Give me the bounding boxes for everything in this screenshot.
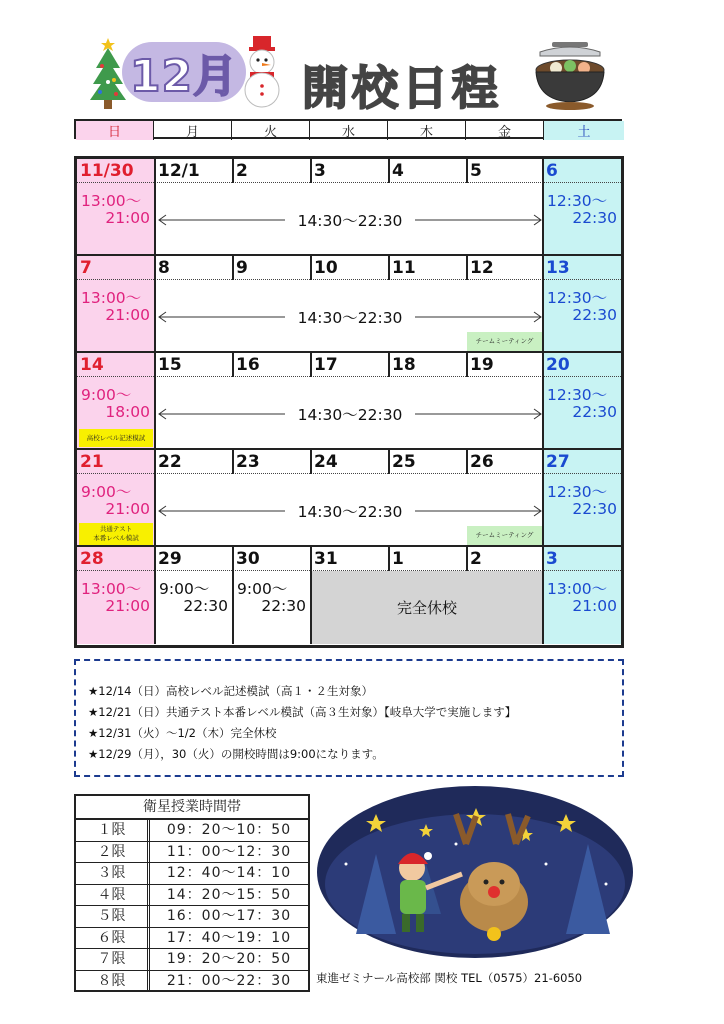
- open-time: 12:30～: [547, 483, 608, 501]
- period-time: 17：40～19：10: [166, 929, 292, 946]
- day-number: 10: [311, 256, 388, 280]
- close-time: 21:00: [105, 209, 150, 227]
- weekday-hours-text: 14:30～22:30: [297, 309, 403, 327]
- divider: [466, 159, 468, 183]
- divider: [154, 353, 156, 448]
- divider: [466, 256, 468, 280]
- period-time: 11：00～12：30: [166, 843, 292, 860]
- divider: [388, 547, 390, 571]
- weekday-header: [74, 119, 622, 139]
- weekday-hours: [157, 500, 543, 522]
- weekday-hours: [157, 306, 543, 328]
- divider: [154, 450, 156, 545]
- day-number: 14: [77, 353, 154, 377]
- day-number: 28: [77, 547, 154, 571]
- period-label: １限: [76, 820, 150, 841]
- open-time: 9:00～: [159, 580, 210, 598]
- day-number: 22: [155, 450, 232, 474]
- open-time: 12:30～: [547, 192, 608, 210]
- divider: [232, 256, 234, 280]
- period-time: 14：20～15：50: [166, 886, 292, 903]
- day-number: 23: [233, 450, 310, 474]
- day-number: 3: [311, 159, 388, 183]
- exam-tag-line: 本番レベル模試: [93, 534, 139, 542]
- table-row: [76, 820, 308, 842]
- page-title: 開校日程: [302, 61, 502, 115]
- weekday-mon: 月: [154, 121, 232, 140]
- header: [0, 0, 724, 115]
- weekday-tue: 火: [232, 121, 310, 140]
- period-label: ２限: [76, 842, 150, 863]
- divider: [154, 547, 156, 644]
- close-time: 22:30: [572, 306, 617, 324]
- divider: [542, 159, 544, 254]
- day-number: 3: [543, 547, 621, 571]
- note-item: ★12/21（日）共通テスト本番レベル模試（高３生対象）【岐阜大学で実施します】: [88, 705, 517, 719]
- day-number: 12: [467, 256, 543, 280]
- close-time: 22:30: [183, 597, 228, 615]
- divider: [388, 256, 390, 280]
- open-time: 9:00～: [81, 483, 132, 501]
- divider: [232, 450, 234, 474]
- divider: [542, 450, 544, 545]
- divider: [388, 159, 390, 183]
- divider: [542, 353, 544, 448]
- weekday-sun: 日: [76, 121, 154, 140]
- period-time: 16：00～17：30: [166, 908, 292, 924]
- day-number: 12/1: [155, 159, 232, 183]
- day-number: 6: [543, 159, 621, 183]
- day-number: 11/30: [77, 159, 154, 183]
- divider: [466, 353, 468, 377]
- calendar-week-3: [77, 353, 621, 450]
- period-label: ７限: [76, 949, 150, 970]
- period-label: ５限: [76, 906, 150, 927]
- reindeer-night-illustration: [316, 784, 634, 960]
- weekday-sat: 土: [544, 121, 624, 140]
- day-number: 17: [311, 353, 388, 377]
- period-label: ４限: [76, 885, 150, 906]
- divider: [466, 450, 468, 474]
- close-time: 21:00: [105, 306, 150, 324]
- day-number: 18: [389, 353, 466, 377]
- school-contact: 東進ゼミナール高校部 関校 TEL（0575）21-6050: [316, 971, 583, 985]
- period-label: ３限: [76, 863, 150, 884]
- divider: [232, 159, 234, 183]
- exam-tag: [79, 523, 153, 545]
- day-number: 1: [389, 547, 466, 571]
- table-row: [76, 863, 308, 885]
- exam-tag: 高校レベル記述模試: [79, 429, 153, 447]
- day-number: 2: [467, 547, 543, 571]
- divider: [154, 256, 156, 351]
- timetable-title: 衛星授業時間帯: [76, 796, 308, 820]
- snowman-icon: [238, 34, 286, 110]
- period-label: ８限: [76, 971, 150, 993]
- day-number: 29: [155, 547, 232, 571]
- open-time: 13:00～: [81, 580, 142, 598]
- open-time: 13:00～: [547, 580, 608, 598]
- close-time: 22:30: [572, 500, 617, 518]
- day-number: 7: [77, 256, 154, 280]
- open-time: 13:00～: [81, 289, 142, 307]
- note-item: ★12/31（火）～1/2（木）完全休校: [88, 726, 277, 740]
- divider: [154, 159, 156, 254]
- day-number: 16: [233, 353, 310, 377]
- close-time: 22:30: [572, 209, 617, 227]
- weekday-hours-text: 14:30～22:30: [297, 503, 403, 521]
- open-time: 12:30～: [547, 386, 608, 404]
- day-number: 11: [389, 256, 466, 280]
- day-number: 20: [543, 353, 621, 377]
- day-number: 5: [467, 159, 543, 183]
- weekday-hours: [157, 209, 543, 231]
- table-row: [76, 885, 308, 907]
- day-number: 21: [77, 450, 154, 474]
- day-number: 9: [233, 256, 310, 280]
- day-number: 19: [467, 353, 543, 377]
- note-item: ★12/14（日）高校レベル記述模試（高１・２生対象）: [88, 684, 373, 698]
- day-number: 8: [155, 256, 232, 280]
- weekday-hours: [157, 403, 543, 425]
- divider: [232, 547, 234, 644]
- exam-tag-line: 共通テスト: [99, 525, 133, 533]
- open-time: 13:00～: [81, 192, 142, 210]
- weekday-hours-text: 14:30～22:30: [297, 212, 403, 230]
- divider: [232, 353, 234, 377]
- close-time: 22:30: [261, 597, 306, 615]
- close-time: 18:00: [105, 403, 150, 421]
- weekday-hours-text: 14:30～22:30: [297, 406, 403, 424]
- table-row: [76, 971, 308, 993]
- weekday-wed: 水: [310, 121, 388, 140]
- notes-box: [74, 659, 624, 777]
- period-label: ６限: [76, 928, 150, 949]
- period-time: 19：20～20：50: [166, 951, 292, 967]
- table-row: [76, 906, 308, 928]
- table-row: [76, 949, 308, 971]
- divider: [310, 159, 312, 183]
- day-number: 26: [467, 450, 543, 474]
- calendar-week-1: [77, 159, 621, 256]
- calendar-week-4: [77, 450, 621, 547]
- divider: [310, 353, 312, 377]
- team-meeting-tag: チームミーティング: [467, 332, 542, 351]
- weekday-fri: 金: [466, 121, 544, 140]
- satellite-class-timetable: [74, 794, 310, 992]
- day-number: 31: [311, 547, 388, 571]
- calendar-week-5: [77, 547, 621, 644]
- period-time: 12：40～14：10: [166, 865, 292, 881]
- divider: [310, 256, 312, 280]
- open-time: 9:00～: [237, 580, 288, 598]
- divider: [310, 450, 312, 474]
- closed-period: 完全休校: [311, 571, 543, 644]
- team-meeting-tag: チームミーティング: [467, 526, 542, 545]
- calendar: [74, 156, 624, 648]
- open-time: 12:30～: [547, 289, 608, 307]
- close-time: 21:00: [105, 597, 150, 615]
- divider: [466, 547, 468, 571]
- divider: [542, 547, 544, 644]
- period-time: 09：20～10：50: [166, 822, 292, 838]
- weekday-thu: 木: [388, 121, 466, 140]
- month-label: 12月: [129, 51, 239, 102]
- day-number: 30: [233, 547, 310, 571]
- divider: [542, 256, 544, 351]
- day-number: 27: [543, 450, 621, 474]
- month-badge: [122, 42, 246, 102]
- day-number: 13: [543, 256, 621, 280]
- table-row: [76, 928, 308, 950]
- divider: [388, 353, 390, 377]
- note-item: ★12/29（月），30（火）の開校時間は9:00になります。: [88, 747, 384, 761]
- day-number: 4: [389, 159, 466, 183]
- divider: [388, 450, 390, 474]
- open-time: 9:00～: [81, 386, 132, 404]
- period-time: 21：00～22：30: [166, 972, 292, 989]
- day-number: 15: [155, 353, 232, 377]
- day-number: 24: [311, 450, 388, 474]
- close-time: 21:00: [105, 500, 150, 518]
- close-time: 22:30: [572, 403, 617, 421]
- hotpot-icon: [530, 40, 610, 112]
- calendar-week-2: [77, 256, 621, 353]
- day-number: 2: [233, 159, 310, 183]
- divider: [310, 547, 312, 644]
- day-number: 25: [389, 450, 466, 474]
- table-row: [76, 842, 308, 864]
- close-time: 21:00: [572, 597, 617, 615]
